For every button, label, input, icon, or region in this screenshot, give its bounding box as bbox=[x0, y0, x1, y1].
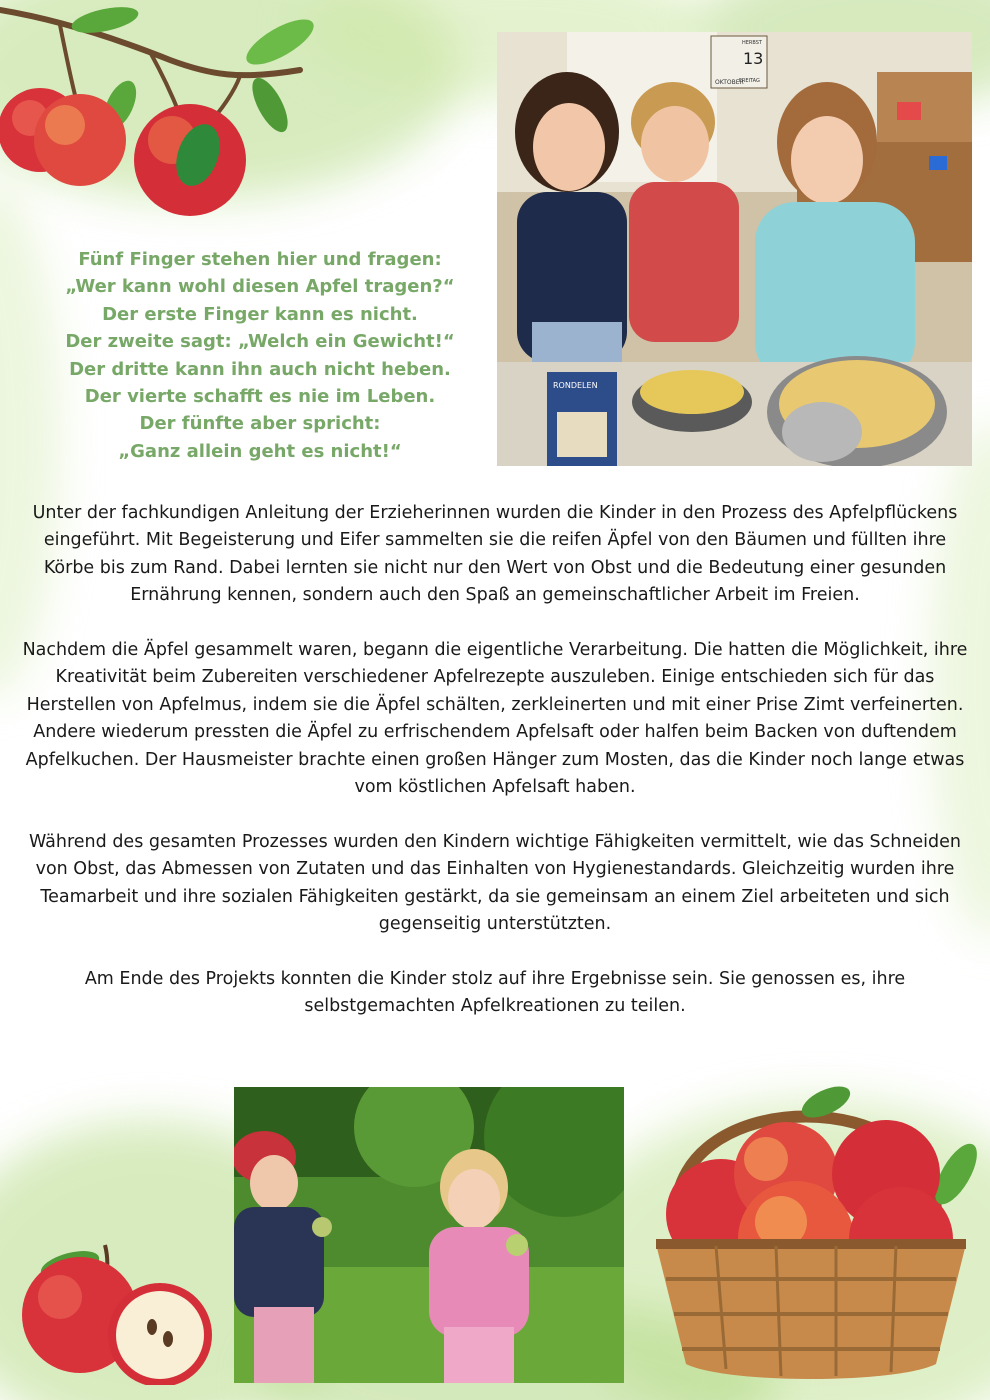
poem-line: „Ganz allein geht es nicht!“ bbox=[118, 440, 402, 462]
paragraph: Am Ende des Projekts konnten die Kinder stolz auf ihre Ergebnisse sein. Sie genossen es, ihre selbstgemachten Apfelkreationen zu teilen. bbox=[84, 968, 906, 1017]
package-label: RONDELEN bbox=[553, 381, 598, 390]
poem-line: Der vierte schafft es nie im Leben. bbox=[84, 386, 436, 408]
photo-children-cooking-image bbox=[497, 32, 972, 466]
paragraph: Während des gesamten Prozesses wurden den Kindern wichtige Fähigkeiten vermittelt, wie das Schneiden von Obst, das Abmessen von Zutaten und das Einhalten von Hygienestandards. Gleichzeitig wurden ihre Teamarbeit und ihre sozialen Fähigkeiten gestärkt, da sie gemeinsam an einem Ziel arbeiteten und sich gegenseitig unterstützten. bbox=[28, 831, 962, 935]
calendar-season-label: HERBST bbox=[742, 40, 762, 46]
poem-line: „Wer kann wohl diesen Apfel tragen?“ bbox=[65, 276, 455, 298]
poem-line: Der dritte kann ihn auch nicht heben. bbox=[69, 358, 451, 380]
apple-basket-decoration bbox=[636, 1064, 986, 1390]
calendar-day-label: 13 bbox=[743, 49, 764, 68]
photo-children-cooking bbox=[497, 32, 972, 466]
photo-children-garden bbox=[234, 1087, 624, 1383]
calendar-weekday-label: FREITAG bbox=[739, 78, 760, 84]
poem-line: Der zweite sagt: „Welch ein Gewicht!“ bbox=[65, 331, 455, 353]
apple-halves-decoration bbox=[20, 1235, 225, 1385]
poem-line: Fünf Finger stehen hier und fragen: bbox=[78, 249, 442, 270]
poem-line: Der erste Finger kann es nicht. bbox=[102, 303, 418, 325]
poem-line: Der fünfte aber spricht: bbox=[139, 413, 381, 435]
apple-branch-decoration bbox=[0, 0, 330, 230]
article-body bbox=[20, 500, 970, 1048]
calendar-month-label: OKTOBER bbox=[715, 79, 744, 86]
poem bbox=[30, 246, 490, 465]
photo-children-garden-image bbox=[234, 1087, 624, 1383]
paragraph: Nachdem die Äpfel gesammelt waren, begann die eigentliche Verarbeitung. Die hatten die Möglichkeit, ihre Kreativität beim Zubereiten verschiedener Apfelrezepte auszuleben. Einige entschieden sich für das Herstellen von Apfelmus, indem sie die Äpfel schälten, zerkleinerten und mit einer Prise Zimt verfeinerten. Andere wiederum pressten die Äpfel zu erfrischendem Apfelsaft oder halfen beim Backen von duftendem Apfelkuchen. Der Hausmeister brachte einen großen Hänger zum Mosten, das die Kinder noch lange etwas vom köstlichen Apfelsaft haben. bbox=[22, 640, 968, 798]
paragraph: Unter der fachkundigen Anleitung der Erzieherinnen wurden die Kinder in den Prozess des Apfelpflückens eingeführt. Mit Begeisterung und Eifer sammelten sie die reifen Äpfel von den Bäumen und füllten ihre Körbe bis zum Rand. Dabei lernten sie nicht nur den Wert von Obst und die Bedeutung einer gesunden Ernährung kennen, sondern auch den Spaß an gemeinschaftlicher Arbeit im Freien. bbox=[32, 503, 958, 606]
